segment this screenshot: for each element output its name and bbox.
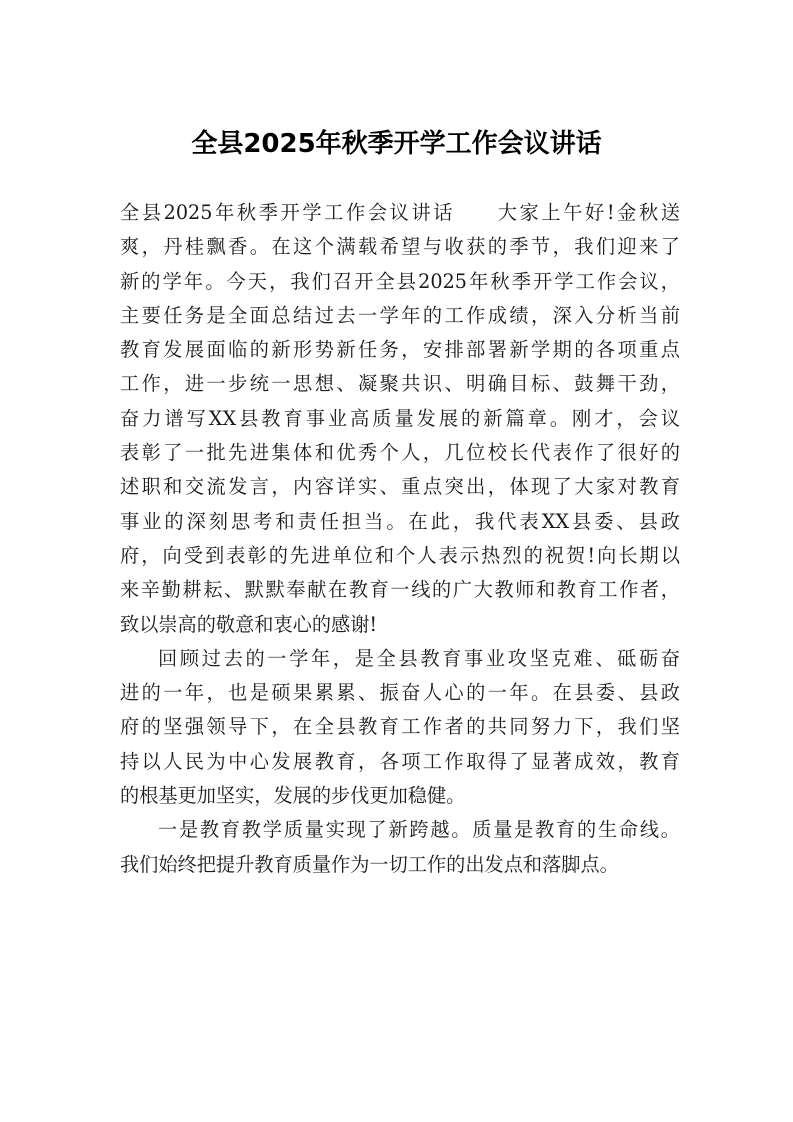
paragraph-1-line-9: 述职和交流发言，内容详实、重点突出，体现了大家对教育 bbox=[120, 475, 680, 499]
paragraph-3-line-1: 一是教育教学质量实现了新跨越。质量是教育的生命线。 bbox=[158, 818, 680, 842]
paragraph-1-line-10: 事业的深刻思考和责任担当。在此，我代表XX县委、县政 bbox=[120, 509, 680, 533]
paragraph-2-line-5: 的根基更加坚实，发展的步伐更加稳健。 bbox=[120, 784, 466, 808]
paragraph-2-line-3: 府的坚强领导下，在全县教育工作者的共同努力下，我们坚 bbox=[120, 715, 680, 739]
paragraph-2-line-1: 回顾过去的一学年，是全县教育事业攻坚克难、砥砺奋 bbox=[158, 646, 680, 670]
paragraph-1-line-2: 爽，丹桂飘香。在这个满载希望与收获的季节，我们迎来了 bbox=[120, 235, 680, 259]
paragraph-1-line-12: 来辛勤耕耘、默默奉献在教育一线的广大教师和教育工作者， bbox=[120, 578, 680, 602]
paragraph-1-line-4: 主要任务是全面总结过去一学年的工作成绩，深入分析当前 bbox=[120, 303, 680, 327]
greeting-text: 大家上午好!金秋送 bbox=[495, 201, 680, 224]
paragraph-1-line-3: 新的学年。今天，我们召开全县2025年秋季开学工作会议， bbox=[120, 269, 680, 293]
paragraph-1-line-1 bbox=[120, 196, 680, 230]
document-title: 全县2025年秋季开学工作会议讲话 bbox=[191, 129, 602, 159]
paragraph-1-line-5: 教育发展面临的新形势新任务，安排部署新学期的各项重点 bbox=[120, 338, 680, 362]
paragraph-3-line-2: 我们始终把提升教育质量作为一切工作的出发点和落脚点。 bbox=[120, 852, 619, 876]
paragraph-2-line-4: 持以人民为中心发展教育，各项工作取得了显著成效，教育 bbox=[120, 749, 680, 773]
paragraph-2-line-2: 进的一年，也是硕果累累、振奋人心的一年。在县委、县政 bbox=[120, 681, 680, 705]
paragraph-1-line-11: 府，向受到表彰的先进单位和个人表示热烈的祝贺!向长期以 bbox=[120, 543, 680, 567]
paragraph-1-line-13: 致以崇高的敬意和衷心的感谢! bbox=[120, 612, 378, 636]
paragraph-1-line-8: 表彰了一批先进集体和优秀个人，几位校长代表作了很好的 bbox=[120, 441, 680, 465]
document-body bbox=[120, 196, 680, 882]
inline-title-text: 全县2025年秋季开学工作会议讲话 bbox=[120, 201, 456, 224]
paragraph-1-line-6: 工作，进一步统一思想、凝聚共识、明确目标、鼓舞干劲， bbox=[120, 372, 680, 396]
paragraph-1-line-7: 奋力谱写XX县教育事业高质量发展的新篇章。刚才，会议 bbox=[120, 406, 680, 430]
